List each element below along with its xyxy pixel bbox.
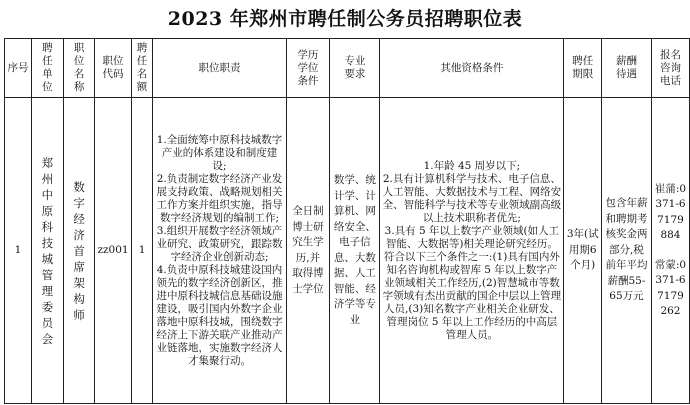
cell-quota: 1 [131, 98, 153, 404]
requirement-item: 1.年龄 45 周岁以下; [423, 159, 521, 172]
cell-major: 数学、统计学、计算机、网络安全、电子信息、大数据、人工智能、经济学等专业 [330, 98, 380, 404]
duty-item: 1.全面统筹中原科技城数字产业的体系建设和制度建设; [156, 133, 283, 172]
table-header-row [5, 39, 690, 98]
cell-education: 全日制博士研究生学历,并取得博士学位 [286, 98, 330, 404]
header-cell-position-name: 职位名称 [63, 39, 95, 98]
cell-other-requirements [380, 98, 564, 404]
table-row [5, 98, 690, 404]
requirement-item: 3.具有 5 年以上数字产业领域(如人工智能、大数据等)相关理论研究经历。符合以下三个条件之一:(1)具有国内外知名咨询机构或智库 5 年以上数字产业领域相关工作经历,(2)智慧城市等数字领域有杰出贡献的国企中层以上管理人员,(3)知名数字产业相关企业研发、管理岗位 5 年以上工作经历的中高层管理人员。 [382, 224, 562, 341]
header-cell-term: 聘任期限 [564, 39, 602, 98]
cell-contact-phone [651, 98, 689, 404]
page-title: 2023 年郑州市聘任制公务员招聘职位表 [167, 8, 523, 30]
cell-duties [153, 98, 286, 404]
header-cell-unit: 聘任单位 [32, 39, 64, 98]
contact-chang: 常蒙:0371-67179262 [654, 258, 687, 317]
cell-position-name: 数字经济首席架构师 [63, 98, 95, 404]
positions-table [4, 38, 690, 404]
duty-item: 3.组织开展数字经济领域产业研究、政策研究，跟踪数字经济企业创新动态; [156, 224, 283, 263]
header-cell-duties: 职位职责 [153, 39, 286, 98]
header-cell-education: 学历学位条件 [286, 39, 330, 98]
header-cell-salary: 薪酬待遇 [601, 39, 651, 98]
cell-seq: 1 [5, 98, 32, 404]
cell-salary: 包含年薪和聘期考核奖金两部分,税前年平均薪酬55-65万元 [601, 98, 651, 404]
header-cell-seq: 序号 [5, 39, 32, 98]
duty-item: 4.负责中原科技城建设国内领先的数字经济创新区，推进中原科技城信息基础设施建设，吸引国内外数字企业落地中原科技城，围绕数字经济上下游关联产业推动产业链落地，实施数字经济人才集聚行动。 [156, 263, 283, 367]
cell-position-code: zz001 [95, 98, 131, 404]
cell-term: 3年(试用期6个月) [564, 98, 602, 404]
requirement-item: 2.具有计算机科学与技术、电子信息、人工智能、大数据技术与工程、网络安全、智能科学与技术等专业领域副高级以上技术职称者优先; [382, 172, 562, 224]
duty-item: 2.负责制定数字经济产业发展支持政策、战略规划相关工作方案并组织实施，指导数字经济规划的编制工作; [156, 172, 283, 224]
header-cell-other-requirements: 其他资格条件 [380, 39, 564, 98]
header-cell-quota: 聘任名额 [131, 39, 153, 98]
header-cell-contact-phone: 报名咨询电话 [651, 39, 689, 98]
cell-unit: 郑州中原科技城管理委员会 [32, 98, 64, 404]
header-cell-major: 专业要求 [330, 39, 380, 98]
contact-cui: 崔蒲:0371-67179884 [654, 182, 687, 241]
header-cell-position-code: 职位代码 [95, 39, 131, 98]
